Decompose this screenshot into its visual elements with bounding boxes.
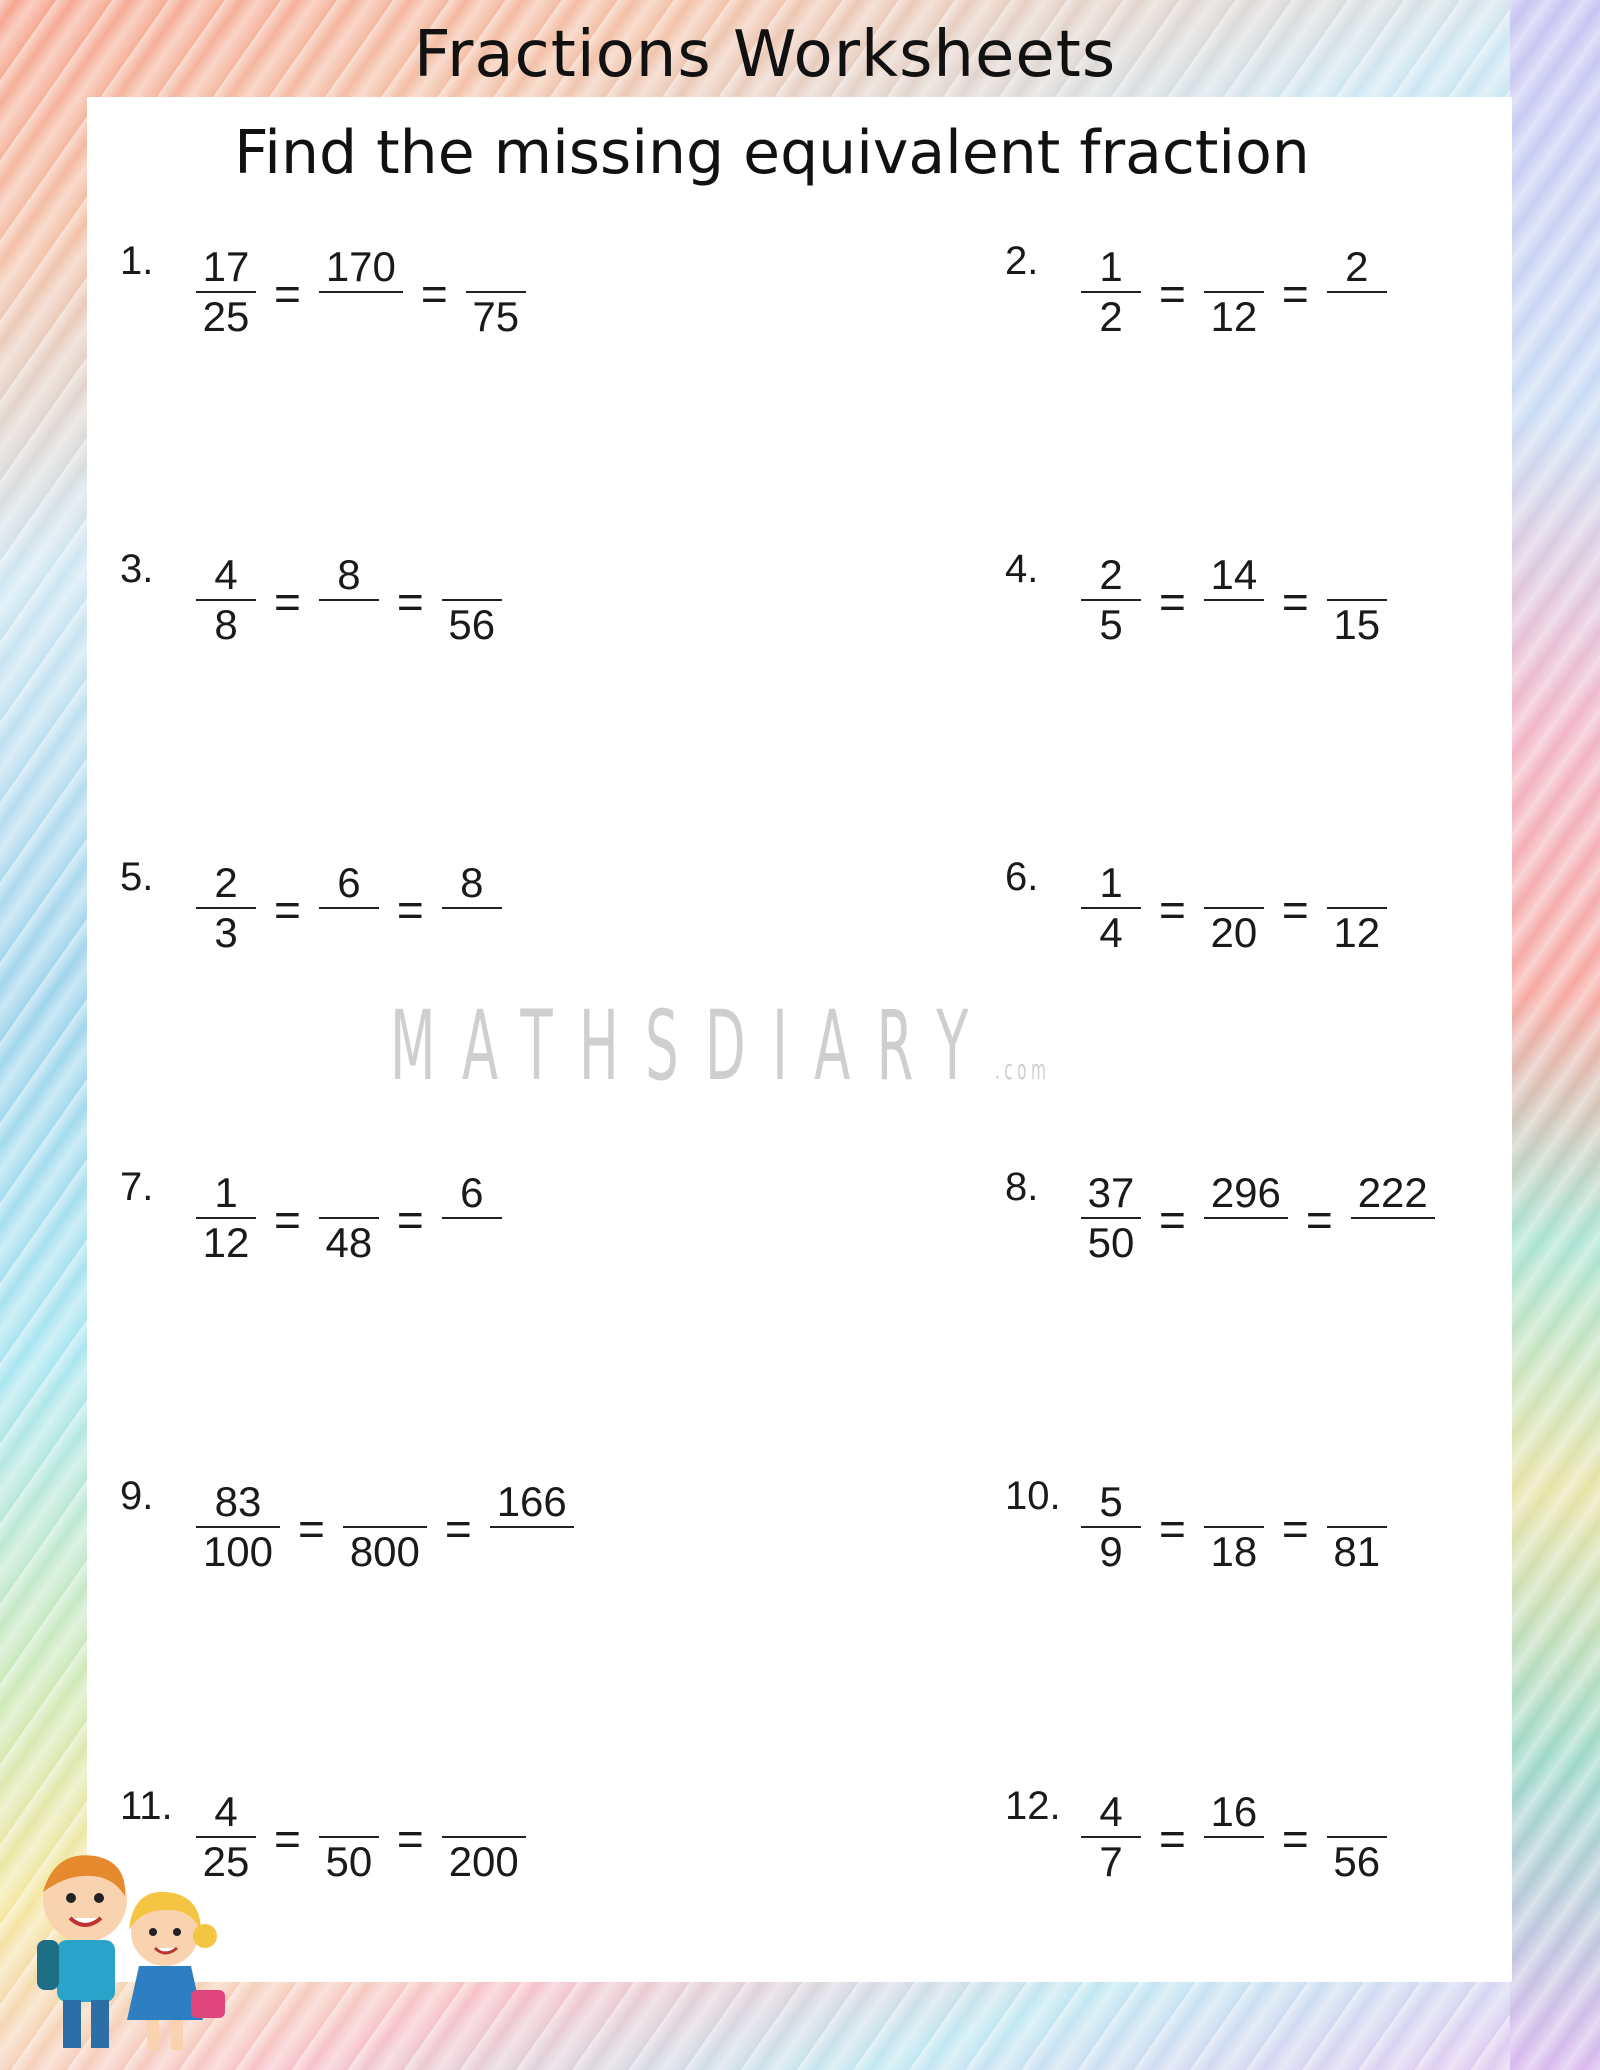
numerator-blank[interactable] [490,243,502,291]
equals-sign: = [1281,1813,1309,1865]
denominator: 100 [202,1528,274,1575]
numerator: 1 [1099,859,1123,906]
numerator: 5 [1099,1478,1123,1525]
numerator-blank[interactable] [343,1169,355,1217]
equivalent-fraction [442,859,502,957]
equals-sign: = [298,1503,325,1555]
given-fraction [196,1478,280,1576]
problem-number: 8. [1005,1165,1039,1209]
numerator: 8 [460,859,484,906]
numerator: 17 [202,243,250,290]
denominator: 81 [1333,1528,1381,1575]
fraction-equation [192,853,506,963]
worksheet-instructions: Find the missing equivalent fraction [234,118,1310,188]
equivalent-fraction [466,243,526,341]
numerator-blank[interactable] [478,1788,490,1836]
given-fraction [1081,859,1141,957]
problem-number: 9. [120,1474,154,1518]
fraction-equation [1077,1782,1391,1892]
given-fraction [1081,1169,1141,1267]
numerator: 2 [1345,243,1369,290]
problem-number: 12. [1005,1784,1061,1828]
equals-sign: = [420,268,448,320]
equals-sign: = [1159,1813,1186,1865]
denominator-blank[interactable] [526,1528,538,1576]
denominator: 12 [202,1219,250,1266]
problem-number: 3. [120,547,154,591]
equivalent-fraction [1327,859,1387,957]
given-fraction [1081,243,1141,341]
equals-sign: = [1281,884,1309,936]
numerator: 4 [1099,1788,1123,1835]
equals-sign: = [274,1194,301,1246]
denominator-blank[interactable] [466,1219,478,1267]
denominator-blank[interactable] [1351,293,1363,341]
fraction-equation [1077,237,1391,347]
denominator: 15 [1333,601,1381,648]
equivalent-fraction [1204,859,1264,957]
equivalent-fraction [1351,1169,1435,1267]
equals-sign: = [274,268,301,320]
problem-number: 10. [1005,1474,1061,1518]
fraction-equation [192,237,530,347]
denominator: 56 [448,601,496,648]
equals-sign: = [396,576,424,628]
problem-number: 4. [1005,547,1039,591]
equals-sign: = [1159,576,1186,628]
numerator-blank[interactable] [1351,859,1363,907]
denominator: 200 [448,1838,519,1885]
given-fraction [1081,551,1141,649]
denominator-blank[interactable] [355,293,367,341]
numerator: 1 [1099,243,1123,290]
problem-number: 2. [1005,239,1039,283]
numerator-blank[interactable] [1351,1788,1363,1836]
equals-sign: = [274,884,301,936]
denominator: 48 [325,1219,373,1266]
equals-sign: = [1159,884,1186,936]
decorative-border-right [1510,0,1600,2070]
equivalent-fraction [1327,1478,1387,1576]
denominator: 25 [202,1838,250,1885]
numerator-blank[interactable] [379,1478,391,1526]
problem-number: 11. [120,1784,173,1828]
denominator: 4 [1099,909,1123,956]
numerator: 37 [1087,1169,1135,1216]
denominator: 8 [214,601,238,648]
equivalent-fraction [319,859,379,957]
denominator-blank[interactable] [1228,1838,1240,1886]
equivalent-fraction [1204,1169,1288,1267]
denominator-blank[interactable] [343,909,355,957]
numerator-blank[interactable] [1228,243,1240,291]
boy-shirt [57,1940,115,2002]
denominator-blank[interactable] [1240,1219,1252,1267]
denominator: 3 [214,909,238,956]
boy-backpack [37,1940,59,1990]
numerator: 6 [460,1169,484,1216]
numerator: 1 [214,1169,238,1216]
equals-sign: = [274,1813,301,1865]
denominator: 800 [349,1528,420,1575]
numerator: 16 [1210,1788,1258,1835]
problem-number: 6. [1005,855,1039,899]
equals-sign: = [396,1813,424,1865]
children-illustration [15,1840,245,2060]
denominator: 50 [1087,1219,1135,1266]
equals-sign: = [1281,268,1309,320]
numerator: 4 [214,551,238,598]
numerator-blank[interactable] [466,551,478,599]
denominator: 20 [1210,909,1258,956]
fraction-equation [192,1163,506,1273]
problem-number: 7. [120,1165,154,1209]
girl-bag [191,1990,225,2018]
denominator-blank[interactable] [1387,1219,1399,1267]
fraction-equation [192,1472,578,1582]
equals-sign: = [396,884,424,936]
equals-sign: = [1159,1503,1186,1555]
equivalent-fraction [319,551,379,649]
equals-sign: = [1281,576,1309,628]
numerator: 222 [1357,1169,1428,1216]
fraction-equation [1077,545,1391,655]
numerator: 170 [325,243,396,290]
given-fraction [196,859,256,957]
equivalent-fraction [1327,551,1387,649]
numerator: 4 [214,1788,238,1835]
numerator-blank[interactable] [1228,859,1240,907]
equals-sign: = [1281,1503,1309,1555]
fraction-equation [1077,1472,1391,1582]
equals-sign: = [396,1194,424,1246]
given-fraction [196,1169,256,1267]
equivalent-fraction [1204,551,1264,649]
fraction-equation [1077,1163,1439,1273]
problem-number: 5. [120,855,154,899]
numerator: 2 [214,859,238,906]
equals-sign: = [1159,1194,1186,1246]
numerator-blank[interactable] [1228,1478,1240,1526]
equals-sign: = [444,1503,472,1555]
equivalent-fraction [319,243,403,341]
page-title: Fractions Worksheets [413,18,1117,92]
denominator: 5 [1099,601,1123,648]
equivalent-fraction [442,1788,526,1886]
equivalent-fraction [319,1788,379,1886]
numerator-blank[interactable] [343,1788,355,1836]
equivalent-fraction [442,551,502,649]
equals-sign: = [1305,1194,1333,1246]
denominator-blank[interactable] [343,601,355,649]
denominator: 75 [472,293,520,340]
numerator: 296 [1210,1169,1281,1216]
equivalent-fraction [442,1169,502,1267]
denominator: 2 [1099,293,1123,340]
equals-sign: = [1159,268,1186,320]
denominator: 12 [1333,909,1381,956]
numerator: 166 [496,1478,567,1525]
denominator-blank[interactable] [466,909,478,957]
numerator: 14 [1210,551,1258,598]
numerator-blank[interactable] [1351,1478,1363,1526]
equivalent-fraction [1204,1478,1264,1576]
equivalent-fraction [319,1169,379,1267]
watermark-logo: MATHSDIARY.com [390,990,1051,1102]
given-fraction [1081,1788,1141,1886]
equals-sign: = [274,576,301,628]
equivalent-fraction [1204,1788,1264,1886]
problem-number: 1. [120,239,154,283]
denominator: 25 [202,293,250,340]
denominator: 56 [1333,1838,1381,1885]
denominator: 12 [1210,293,1258,340]
fraction-equation [1077,853,1391,963]
given-fraction [196,551,256,649]
fraction-equation [192,545,506,655]
given-fraction [1081,1478,1141,1576]
equivalent-fraction [1204,243,1264,341]
equivalent-fraction [490,1478,574,1576]
numerator: 83 [214,1478,262,1525]
equivalent-fraction [343,1478,427,1576]
numerator: 6 [337,859,361,906]
numerator: 2 [1099,551,1123,598]
equivalent-fraction [1327,243,1387,341]
denominator: 18 [1210,1528,1258,1575]
numerator-blank[interactable] [1351,551,1363,599]
denominator: 9 [1099,1528,1123,1575]
denominator-blank[interactable] [1228,601,1240,649]
denominator: 7 [1099,1838,1123,1885]
equivalent-fraction [1327,1788,1387,1886]
numerator: 8 [337,551,361,598]
given-fraction [196,243,256,341]
denominator: 50 [325,1838,373,1885]
